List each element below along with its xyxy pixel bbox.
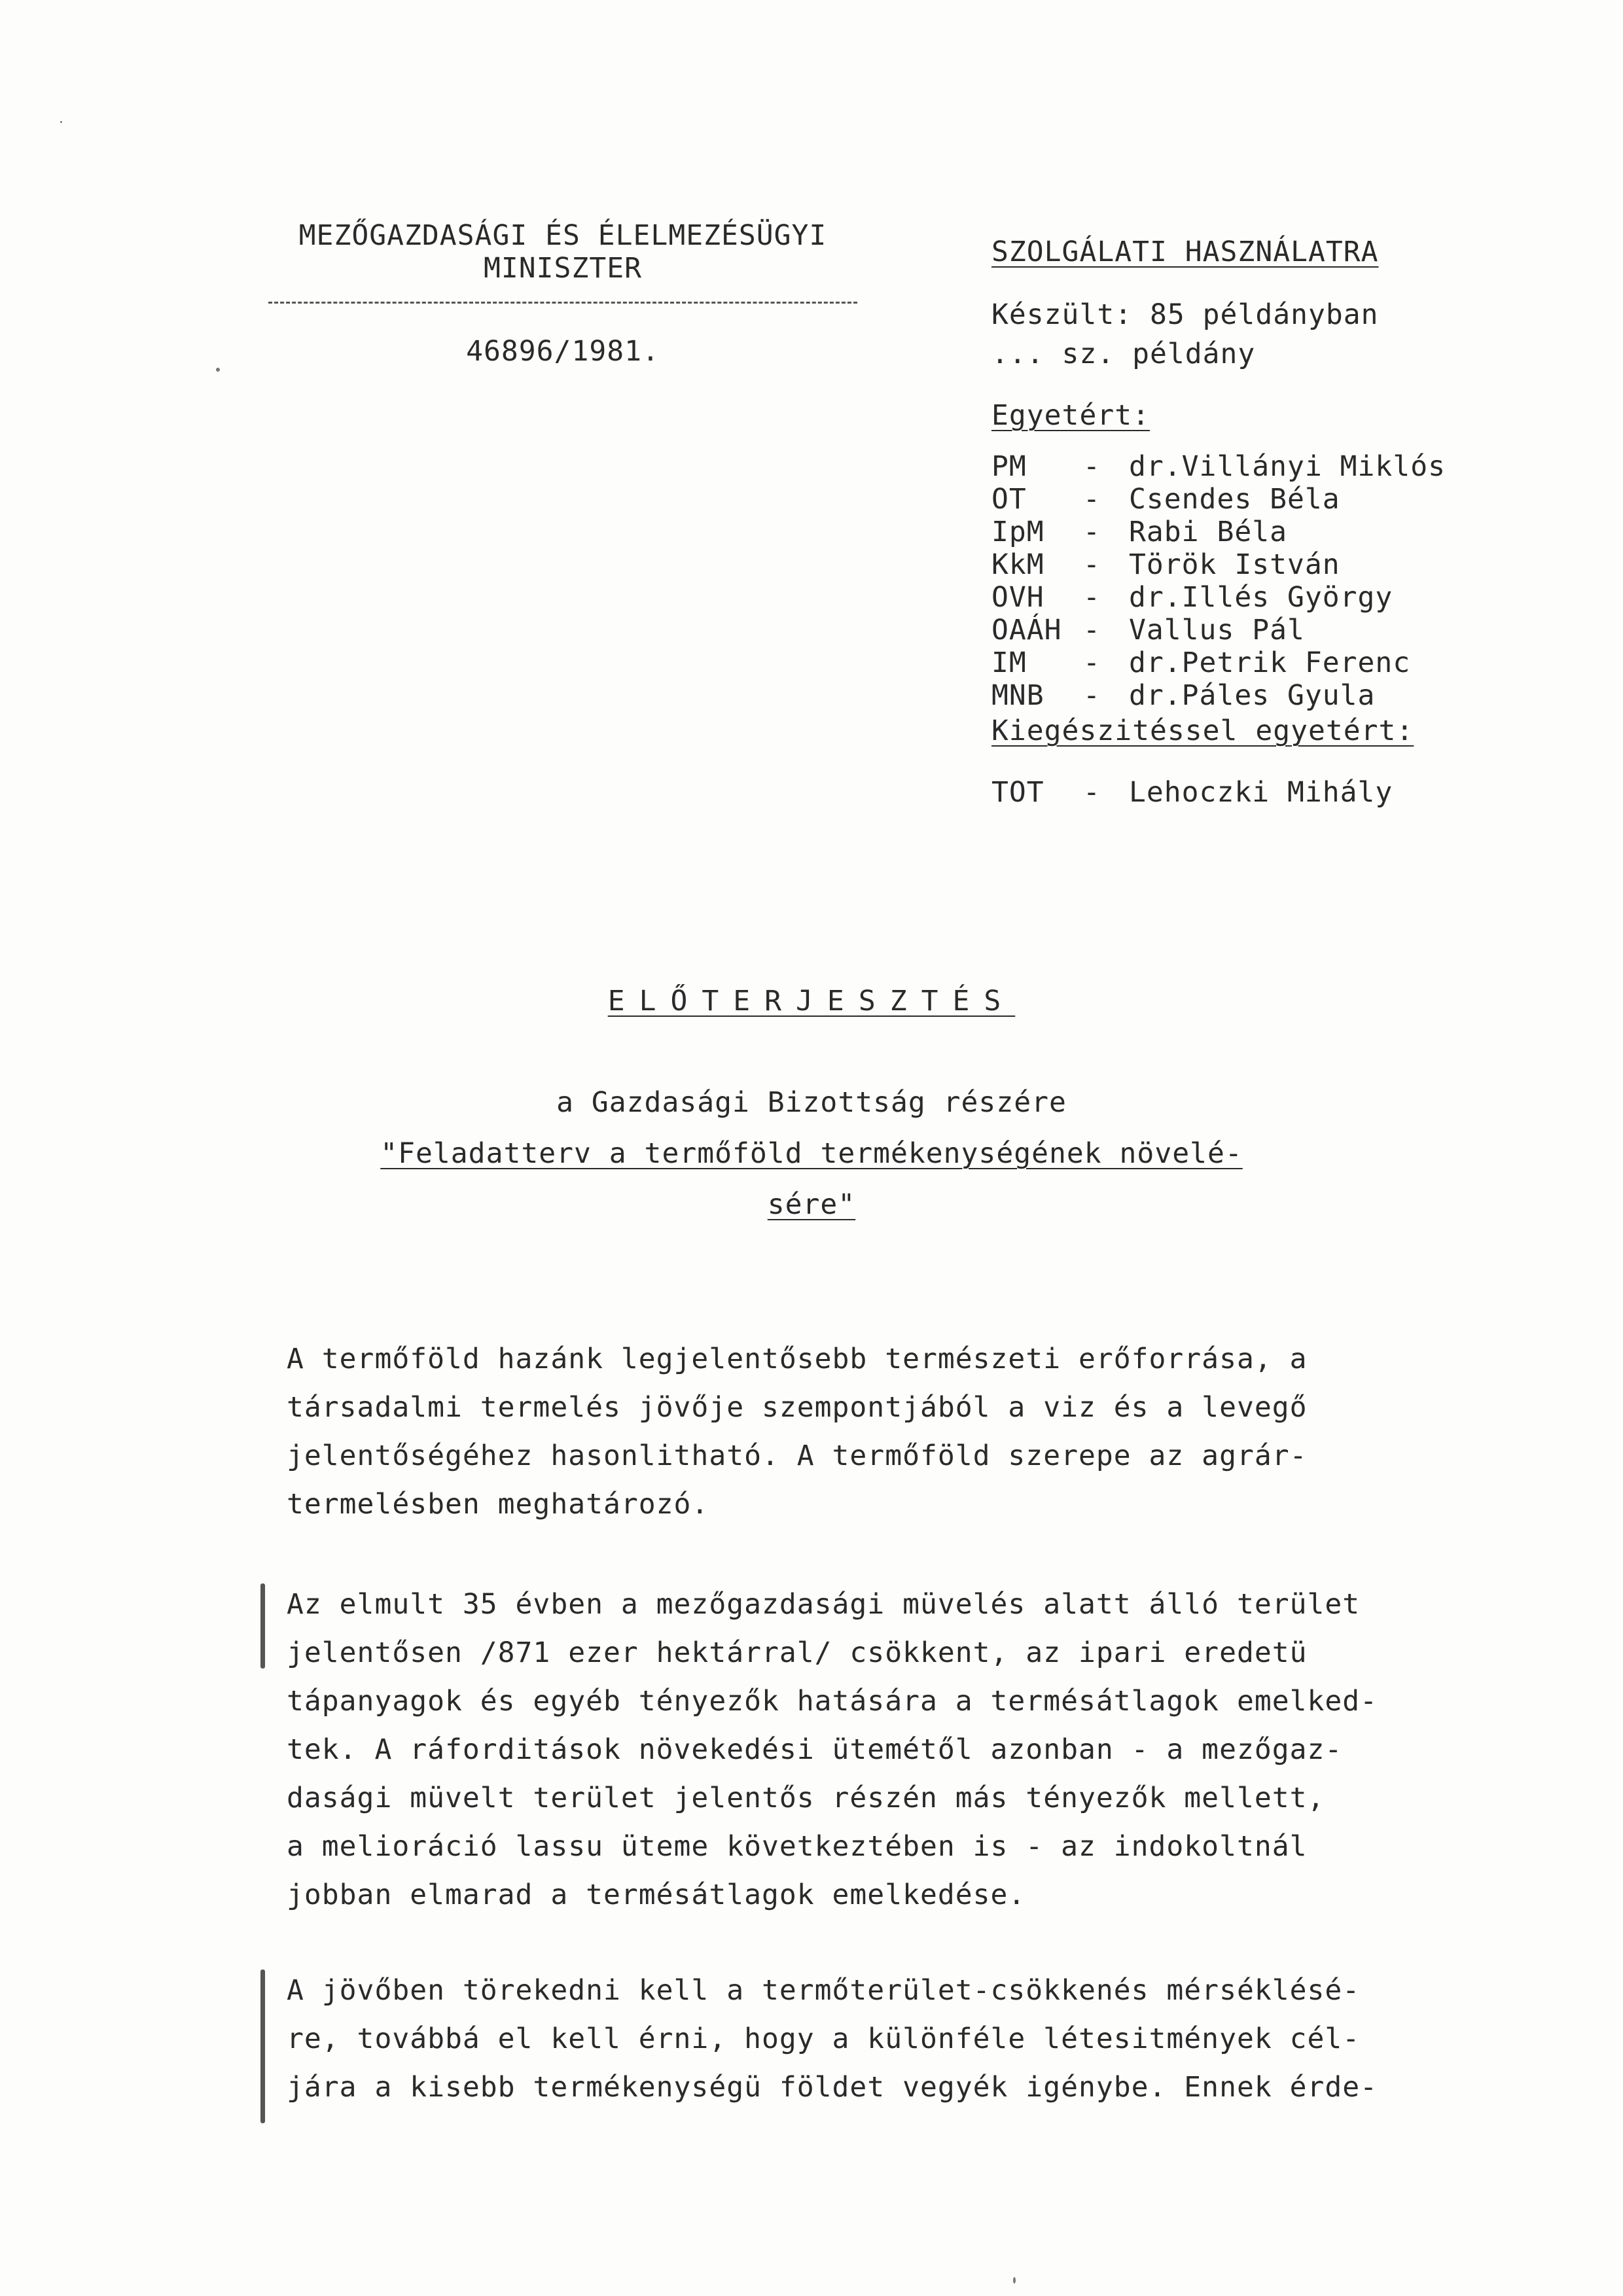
agreement-row: [991, 516, 1528, 548]
subject-line-1-text: "Feladatterv a termőföld termékenységének növelé-: [380, 1137, 1243, 1170]
supplement-row: [991, 776, 1528, 809]
agreement-org: OAÁH: [991, 614, 1062, 646]
supplement-dash: -: [1083, 776, 1101, 809]
scan-speck: [1013, 2277, 1016, 2284]
agreement-row: [991, 548, 1528, 581]
agreement-dash: -: [1083, 646, 1101, 679]
supplement-heading: Kiegészitéssel egyetért:: [991, 715, 1414, 747]
copies-count: Készült: 85 példányban: [991, 298, 1379, 331]
copy-number: ... sz. példány: [991, 338, 1256, 370]
paragraph-line: jelentősen /871 ezer hektárral/ csökkent, az ipari eredetü: [287, 1636, 1308, 1669]
margin-marker: [260, 1969, 265, 2123]
agreement-name: dr.Illés György: [1129, 581, 1393, 614]
scan-speck: [216, 368, 220, 372]
agreement-org: PM: [991, 450, 1027, 483]
ministry-header: [249, 219, 877, 368]
agreement-name: dr.Páles Gyula: [1129, 679, 1376, 712]
agreement-dash: -: [1083, 581, 1101, 614]
supplement-name: Lehoczki Mihály: [1129, 776, 1393, 809]
paragraph-line: a melioráció lassu üteme következtében is - az indokoltnál: [287, 1830, 1308, 1863]
paragraph-line: Az elmult 35 évben a mezőgazdasági müvelés alatt álló terület: [287, 1588, 1361, 1621]
paragraph-line: jobban elmarad a termésátlagok emelkedése.: [287, 1879, 1026, 1911]
agreement-row: [991, 646, 1528, 679]
distribution-block: [991, 236, 1528, 809]
paragraph-line: tápanyagok és egyéb tényezők hatására a termésátlagok emelked-: [287, 1685, 1378, 1718]
document-title-text: ELŐTERJESZTÉS: [607, 985, 1016, 1017]
agreement-row: [991, 679, 1528, 712]
agreement-name: Vallus Pál: [1129, 614, 1305, 646]
paragraph-line: re, továbbá el kell érni, hogy a különféle létesitmények cél-: [287, 2022, 1361, 2055]
document-title: [0, 985, 1623, 1017]
paragraph-line: A jövőben törekedni kell a termőterület-csökkenés mérséklésé-: [287, 1974, 1361, 2007]
paragraph-line: tek. A ráforditások növekedési ütemétől azonban - a mezőgaz-: [287, 1733, 1343, 1766]
header-divider: [268, 302, 857, 304]
agreement-dash: -: [1083, 548, 1101, 581]
agreement-row: [991, 483, 1528, 516]
agreement-dash: -: [1083, 679, 1101, 712]
body-paragraph-3: [287, 1966, 1530, 2111]
agreement-org: IM: [991, 646, 1027, 679]
agreement-row: [991, 614, 1528, 646]
scan-speck: [60, 121, 62, 123]
agreement-name: Török István: [1129, 548, 1340, 581]
agreement-heading: Egyetért:: [991, 399, 1150, 432]
body-paragraph-2: [287, 1580, 1530, 1919]
classification-label: SZOLGÁLATI HASZNÁLATRA: [991, 236, 1379, 268]
subject-line-2: [0, 1188, 1623, 1221]
agreement-name: Csendes Béla: [1129, 483, 1340, 516]
ministry-name-line1: MEZŐGAZDASÁGI ÉS ÉLELMEZÉSÜGYI: [298, 219, 827, 252]
agreement-org: KkM: [991, 548, 1044, 581]
agreement-row: [991, 450, 1528, 483]
paragraph-line: társadalmi termelés jövője szempontjából a viz és a levegő: [287, 1391, 1308, 1424]
agreement-row: [991, 581, 1528, 614]
body-paragraph-1: [287, 1335, 1530, 1528]
agreement-dash: -: [1083, 483, 1101, 516]
agreement-list: [991, 450, 1528, 712]
agreement-org: OVH: [991, 581, 1044, 614]
supplement-org: TOT: [991, 776, 1044, 809]
agreement-org: IpM: [991, 516, 1044, 548]
subject-line-1: [0, 1137, 1623, 1170]
agreement-dash: -: [1083, 450, 1101, 483]
document-subtitle: a Gazdasági Bizottság részére: [556, 1086, 1067, 1119]
agreement-name: Rabi Béla: [1129, 516, 1287, 548]
document-number: 46896/1981.: [466, 335, 660, 368]
paragraph-line: termelésben meghatározó.: [287, 1488, 709, 1521]
agreement-dash: -: [1083, 516, 1101, 548]
agreement-name: dr.Petrik Ferenc: [1129, 646, 1411, 679]
agreement-dash: -: [1083, 614, 1101, 646]
margin-marker: [260, 1583, 265, 1669]
agreement-name: dr.Villányi Miklós: [1129, 450, 1446, 483]
ministry-name-line2: MINISZTER: [484, 252, 642, 285]
paragraph-line: jára a kisebb termékenységü földet vegyék igénybe. Ennek érde-: [287, 2071, 1378, 2104]
agreement-org: OT: [991, 483, 1027, 516]
paragraph-line: A termőföld hazánk legjelentősebb természeti erőforrása, a: [287, 1343, 1308, 1375]
subject-line-2-text: sére": [767, 1188, 856, 1221]
paragraph-line: dasági müvelt terület jelentős részén más tényezők mellett,: [287, 1782, 1325, 1814]
agreement-org: MNB: [991, 679, 1044, 712]
paragraph-line: jelentőségéhez hasonlitható. A termőföld szerepe az agrár-: [287, 1439, 1308, 1472]
